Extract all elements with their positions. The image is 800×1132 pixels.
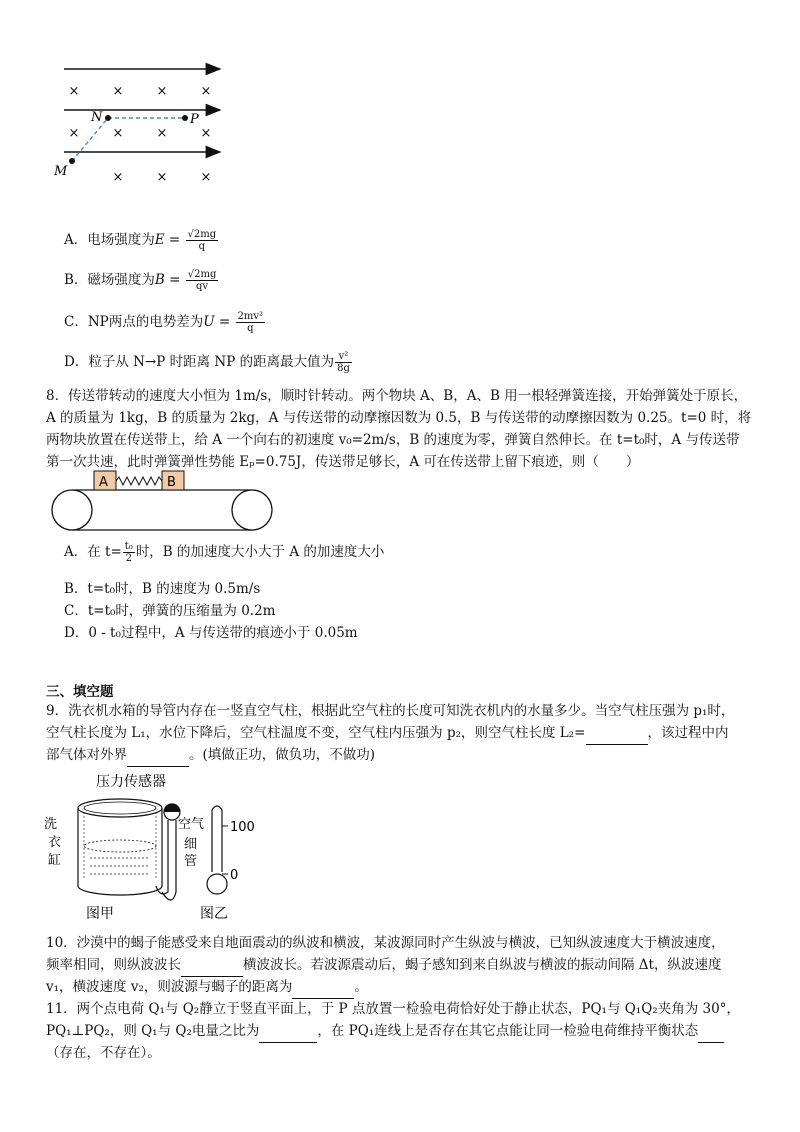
q9-line-3: 部气体对外界 。(填做正功，做负功，不做功) <box>46 744 375 767</box>
caption-a: 图甲 <box>86 906 114 922</box>
gauge-bulb <box>207 874 227 894</box>
cross-mark: × <box>200 84 212 99</box>
q9-line-2: 空气柱长度为 L₁，水位下降后，空气柱温度不变，空气柱内压强为 p₂，则空气柱长度 L₂= ，该过程中内 <box>46 722 729 745</box>
q8-option-c: C．t=t₀时，弹簧的压缩量为 0.2m <box>64 603 276 619</box>
block-a-label: A <box>99 475 108 490</box>
q11-line-1: 11．两个点电荷 Q₁与 Q₂静立于竖直平面上，于 P 点放置一检验电荷恰好处于静止状态，PQ₁与 Q₁Q₂夹角为 30°， <box>46 1001 740 1017</box>
scale-zero: 0 <box>230 868 239 883</box>
caption-b: 图乙 <box>200 906 228 922</box>
q8-line-1: 8．传送带转动的速度大小恒为 1m/s，顺时针转动。两个物块 A、B，A、B 用一根轻弹簧连接，开始弹簧处于原长， <box>46 388 748 404</box>
q8-option-a: A．在 t= $\frac{\text{t₀}}{2}$ 时，B 的加速度大小大于 A 的加速度大小 <box>64 541 385 564</box>
q8-line-2: A 的质量为 1kg，B 的质量为 2kg，A 与传送带的动摩擦因数为 0.5，B 与传送带的动摩擦因数为 0.25。t=0 时，将 <box>46 410 752 426</box>
cross-mark: × <box>156 126 168 141</box>
tube-label-2: 管 <box>184 854 198 869</box>
cross-mark: × <box>156 170 168 185</box>
point-p <box>182 115 188 121</box>
tank-label-3: 缸 <box>48 853 62 868</box>
magnetic-field-crosses <box>69 84 212 185</box>
q9-blank-1[interactable] <box>586 722 648 745</box>
air-label: 空气 <box>178 817 205 832</box>
tank-label-2: 衣 <box>48 835 62 850</box>
section-heading: 三、填空题 <box>46 684 114 700</box>
cross-mark: × <box>200 170 212 185</box>
q10-line-2: 频率相同，则纵波波长 横波波长。若波源震动后，蝎子感知到来自纵波与横波的振动间隔 Δt，纵波速度 <box>46 954 721 977</box>
q7-option-b: B．磁场强度为B = $\frac{√2mg}{qv}$ <box>64 269 217 292</box>
q7-field-figure <box>50 55 240 195</box>
cross-mark: × <box>112 126 124 141</box>
tank-label-1: 洗 <box>44 817 58 832</box>
electric-field-lines <box>64 69 220 152</box>
block-b-label: B <box>167 475 176 490</box>
q11-blank-1[interactable] <box>259 1020 317 1043</box>
sensor-label: 压力传感器 <box>96 774 166 790</box>
q8-line-4: 第一次共速，此时弹簧弹性势能 Eₚ=0.75J，传送带足够长，A 可在传送带上留下痕迹，则（ ） <box>46 454 640 470</box>
q11-line-3: （存在，不存在）。 <box>46 1045 161 1061</box>
spring <box>116 477 162 485</box>
q8-line-3: 两物块放置在传送带上，给 A 一个向右的初速度 v₀=2m/s，B 的速度为零，弹簧自然伸长。在 t=t₀时，A 与传送带 <box>46 432 740 448</box>
q7-option-d: D．粒子从 N→P 时距离 NP 的距离最大值为 $\frac{\text{v²}}{8g}$ <box>64 351 350 374</box>
label-m: M <box>54 164 68 179</box>
q10-blank-2[interactable] <box>292 976 354 999</box>
cross-mark: × <box>68 84 80 99</box>
q10-line-1: 10．沙漠中的蝎子能感受来自地面震动的纵波和横波，某波源同时产生纵波与横波，已知纵波速度大于横波速度， <box>46 935 725 951</box>
q9-figure <box>40 768 280 928</box>
cross-mark: × <box>156 84 168 99</box>
q9-line-1: 9．洗衣机水箱的导管内存在一竖直空气柱，根据此空气柱的长度可知洗衣机内的水量多少。当空气柱压强为 p₁时， <box>46 703 735 719</box>
point-m <box>69 158 75 164</box>
q10-blank-1[interactable] <box>181 954 243 977</box>
tube-label-1: 细 <box>184 837 198 852</box>
right-pulley <box>232 490 272 530</box>
q8-conveyor-figure <box>48 468 278 532</box>
q9-blank-2[interactable] <box>127 744 189 767</box>
q10-line-3: v₁，横波速度 v₂，则波源与蝎子的距离为 。 <box>46 976 368 999</box>
cross-mark: × <box>112 84 124 99</box>
point-n <box>105 115 111 121</box>
q8-option-b: B．t=t₀时，B 的速度为 0.5m/s <box>64 581 261 597</box>
q7-option-c: C．NP两点的电势差为U = $\frac{\text{2mv²}}{q}$ <box>64 311 264 334</box>
q7-option-a: A．电场强度为E = $\frac{√2mg}{q}$ <box>64 229 217 252</box>
q11-blank-2[interactable] <box>698 1020 724 1043</box>
left-pulley <box>52 490 92 530</box>
q11-line-2: PQ₁⊥PQ₂，则 Q₁与 Q₂电量之比为 ，在 PQ₁连线上是否存在其它点能让同一检验电荷维持平衡状态 <box>46 1020 724 1043</box>
water-level <box>84 840 156 874</box>
cross-mark: × <box>112 170 124 185</box>
cross-mark: × <box>68 126 80 141</box>
scale-top: 100 <box>230 820 255 835</box>
label-n: N <box>91 110 103 125</box>
q8-option-d: D．0 - t₀过程中，A 与传送带的痕迹小于 0.05m <box>64 625 358 641</box>
label-p: P <box>190 112 199 127</box>
cross-mark: × <box>200 126 212 141</box>
particle-path <box>72 118 185 161</box>
